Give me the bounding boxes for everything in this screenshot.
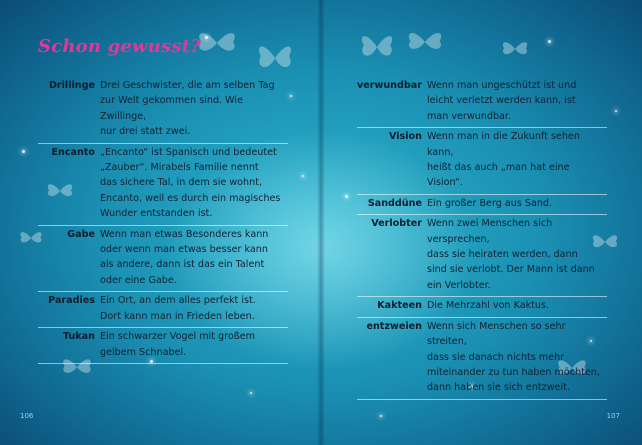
butterfly-icon xyxy=(500,38,530,60)
glossary-row xyxy=(38,328,288,364)
glossary-row xyxy=(357,317,607,399)
glossary-definition: Wenn man etwas Besonderes kann oder wenn man etwas besser kann als andere, dann ist das ein Talent oder eine Gabe. xyxy=(100,228,269,286)
glossary-definition: Die Mehrzahl von Kaktus. xyxy=(426,300,550,312)
sparkle xyxy=(548,40,551,43)
glossary-table-left xyxy=(38,77,288,364)
glossary-definition: Ein schwarzer Vogel mit großem gelbem Schnabel. xyxy=(100,331,256,358)
glossary-row xyxy=(38,292,288,328)
sparkle xyxy=(250,392,252,394)
glossary-definition: Wenn sich Menschen so sehr streiten, dass sie danach nichts mehr miteinander zu tun haben möchten, dann haben sie sich entzweit. xyxy=(426,320,600,394)
sparkle xyxy=(22,150,25,153)
page-number-right: 107 xyxy=(606,412,620,420)
sparkle xyxy=(345,195,348,198)
glossary-row xyxy=(357,128,607,195)
glossary-term: Kakteen xyxy=(377,300,422,312)
glossary-term: Sanddüne xyxy=(367,197,422,209)
glossary-definition: „Encanto“ ist Spanisch und bedeutet „Zauber“. Mirabels Familie nennt das sichere Tal, in dem sie wohnt, Encanto, weil es durch ein magisches Wunder entstanden ist. xyxy=(100,146,281,220)
glossary-definition: Wenn zwei Menschen sich versprechen, dass sie heiraten werden, dann sind sie verlobt. Der Mann ist dann ein Verlobter. xyxy=(426,218,595,291)
glossary-term: Vision xyxy=(389,131,422,143)
butterfly-icon xyxy=(255,40,295,76)
glossary-definition: Wenn man ungeschützt ist und leicht verletzt werden kann, ist man verwundbar. xyxy=(426,80,577,122)
glossary-row xyxy=(357,194,607,214)
glossary-term: Verlobter xyxy=(371,218,422,230)
glossary-term: Gabe xyxy=(67,228,95,240)
glossary-term: Encanto xyxy=(51,146,95,158)
sparkle xyxy=(380,415,382,417)
page-title: Schon gewusst? xyxy=(38,36,201,57)
glossary-definition: Wenn man in die Zukunft sehen kann, heißt das auch „man hat eine Vision“. xyxy=(426,131,580,189)
glossary-row xyxy=(357,215,607,297)
glossary-term: Paradies xyxy=(48,295,95,307)
page-number-left: 106 xyxy=(20,412,34,420)
glossary-row xyxy=(38,143,288,225)
glossary-row xyxy=(357,297,607,317)
glossary-definition: Ein großer Berg aus Sand. xyxy=(426,197,553,209)
glossary-definition: Drei Geschwister, die am selben Tag zur Welt gekommen sind. Wie Zwillinge, nur drei statt zwei. xyxy=(100,80,275,138)
glossary-term: Tukan xyxy=(62,331,95,343)
glossary-row xyxy=(357,77,607,128)
glossary-term: Drillinge xyxy=(48,80,95,91)
glossary-definition: Ein Ort, an dem alles perfekt ist. Dort kann man in Frieden leben. xyxy=(100,295,256,322)
butterfly-icon xyxy=(405,28,445,56)
glossary-row xyxy=(38,77,288,143)
sparkle xyxy=(290,95,292,97)
butterfly-icon xyxy=(355,30,399,64)
butterfly-icon xyxy=(195,28,239,58)
sparkle xyxy=(615,110,617,112)
glossary-term: entzweien xyxy=(366,320,422,332)
glossary-term: verwundbar xyxy=(357,80,422,91)
glossary-row xyxy=(38,225,288,292)
sparkle xyxy=(302,175,304,177)
glossary-table-right xyxy=(357,77,607,400)
page-gutter xyxy=(317,0,325,445)
